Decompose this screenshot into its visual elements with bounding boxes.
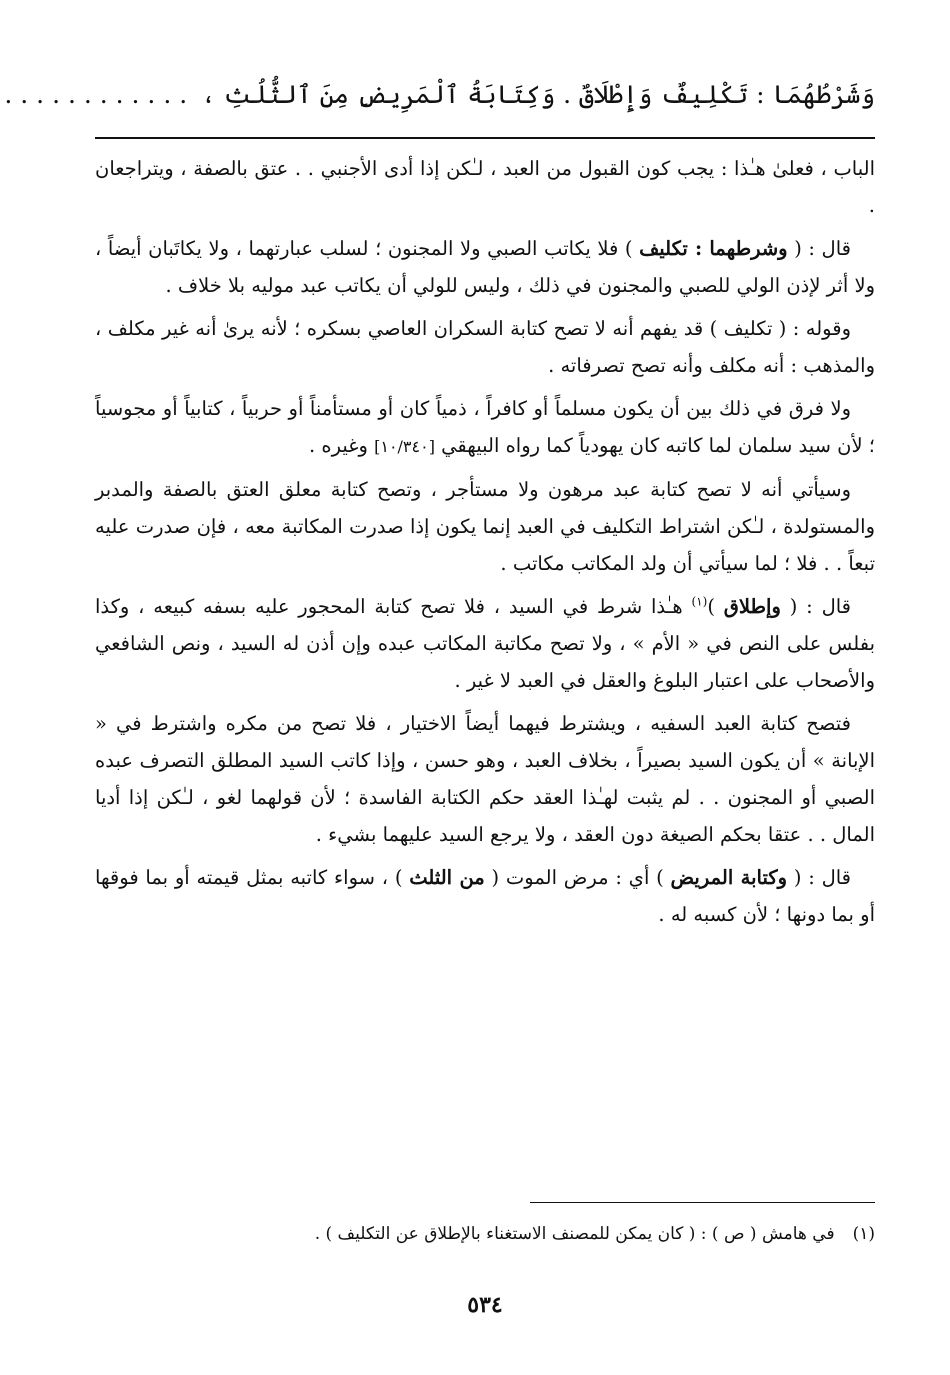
p6-post: هـٰذا شرط في السيد ، فلا تصح كتابة المحجور عليه بسفه كبيعه ، وكذا بفلس على النص في « الأم » ، ولا تصح مكاتبة المكاتب عبده وإن أذن له السيد ، ونص الشافعي والأصحاب على اعتبار البلوغ والعقل في العبد لا غير . xyxy=(95,595,875,692)
p2-post: ) فلا يكاتب الصبي ولا المجنون ؛ لسلب عبارتهما ، ولا يكاتَبان أيضاً ، ولا أثر لإذن الولي للصبي والمجنون في ذلك ، وليس للولي أن يكاتب عبد موليه بلا خلاف . xyxy=(95,237,875,297)
footnote xyxy=(95,1218,875,1250)
running-header xyxy=(4,70,875,120)
paragraph-2 xyxy=(95,230,875,304)
p8-mid: ) أي : مرض الموت ( xyxy=(484,866,671,889)
paragraph-7: فتصح كتابة العبد السفيه ، ويشترط فيهما أيضاً الاختيار ، فلا تصح من مكره واشترط في « الإبانة » أن يكون السيد بصيراً ، بخلاف العبد ، وهو حسن ، وإذا كاتب السيد المطلق التصرف عبده الصبي أو المجنون . . لم يثبت لهـٰذا العقد حكم الكتابة الفاسدة ؛ لأن قولهما لغو ، لـٰكن إذا أديا المال . . عتقا بحكم الصيغة دون العقد ، ولا يرجع السيد عليهما بشيء . xyxy=(95,712,875,846)
footnote-number: (١) xyxy=(852,1224,875,1244)
footnote-text: في هامش ( ص ) : ( كان يمكن للمصنف الاستغناء بالإطلاق عن التكليف ) . xyxy=(314,1224,835,1244)
paragraph-4 xyxy=(95,390,875,465)
footnote-marker: (١) xyxy=(691,594,708,609)
p4-reference: [١٠/٣٤٠] xyxy=(374,437,435,456)
p8-post: ) ، سواء كاتبه بمثل قيمته أو بما فوقها أو بما دونها ؛ لأن كسبه له . xyxy=(95,866,875,926)
running-header-title: وَشَرْطُهُمَا : تَكْلِيفٌ وَإِطْلَاقٌ . وَكِتَابَةُ ٱلْمَرِيضِ مِنَ ٱلثُّلُثِ ، xyxy=(201,80,875,109)
main-text xyxy=(95,150,875,939)
p8-bold-matn-2: من الثلث xyxy=(409,866,485,889)
p2-bold-matn: وشرطهما : تكليف xyxy=(639,237,788,260)
book-page xyxy=(4,0,875,1375)
p8-bold-matn-1: وكتابة المريض xyxy=(670,866,788,889)
p2-pre: قال : ( xyxy=(787,237,851,260)
p8-pre: قال : ( xyxy=(787,866,852,889)
p6-pre: قال : ( xyxy=(780,595,851,618)
paragraph-1: الباب ، فعلىٰ هـٰذا : يجب كون القبول من العبد ، لـٰكن إذا أدى الأجنبي . . عتق بالصفة ، ويتراجعان . xyxy=(95,157,875,217)
running-header-dots: . . . . . . . . . . . . xyxy=(4,80,188,109)
page-number: ٥٣٤ xyxy=(467,1292,503,1318)
p6-bold-matn: وإطلاق xyxy=(723,595,781,618)
footnote-rule xyxy=(530,1202,875,1203)
paragraph-3: وقوله : ( تكليف ) قد يفهم أنه لا تصح كتابة السكران العاصي بسكره ؛ لأنه يرىٰ أنه غير مكلف ، والمذهب : أنه مكلف وأنه تصح تصرفاته . xyxy=(95,317,875,377)
p6-mid: ) xyxy=(707,595,724,618)
p4-text: ولا فرق في ذلك بين أن يكون مسلماً أو كافراً ، ذمياً كان أو مستأمناً أو حربياً ، كتابياً أو مجوسياً ؛ لأن سيد سلمان لما كاتبه كان يهودياً كما رواه البيهقي xyxy=(95,397,875,457)
header-rule xyxy=(95,137,875,139)
p4-end: وغيره . xyxy=(309,434,375,457)
paragraph-5: وسيأتي أنه لا تصح كتابة عبد مرهون ولا مستأجر ، وتصح كتابة معلق العتق بالصفة والمدبر والمستولدة ، لـٰكن اشتراط التكليف في العبد إنما يكون إذا صدرت المكاتبة معه ، فإن صدرت عليه تبعاً . . فلا ؛ لما سيأتي أن ولد المكاتب مكاتب . xyxy=(95,478,875,575)
paragraph-6 xyxy=(95,588,875,699)
paragraph-8 xyxy=(95,859,875,933)
